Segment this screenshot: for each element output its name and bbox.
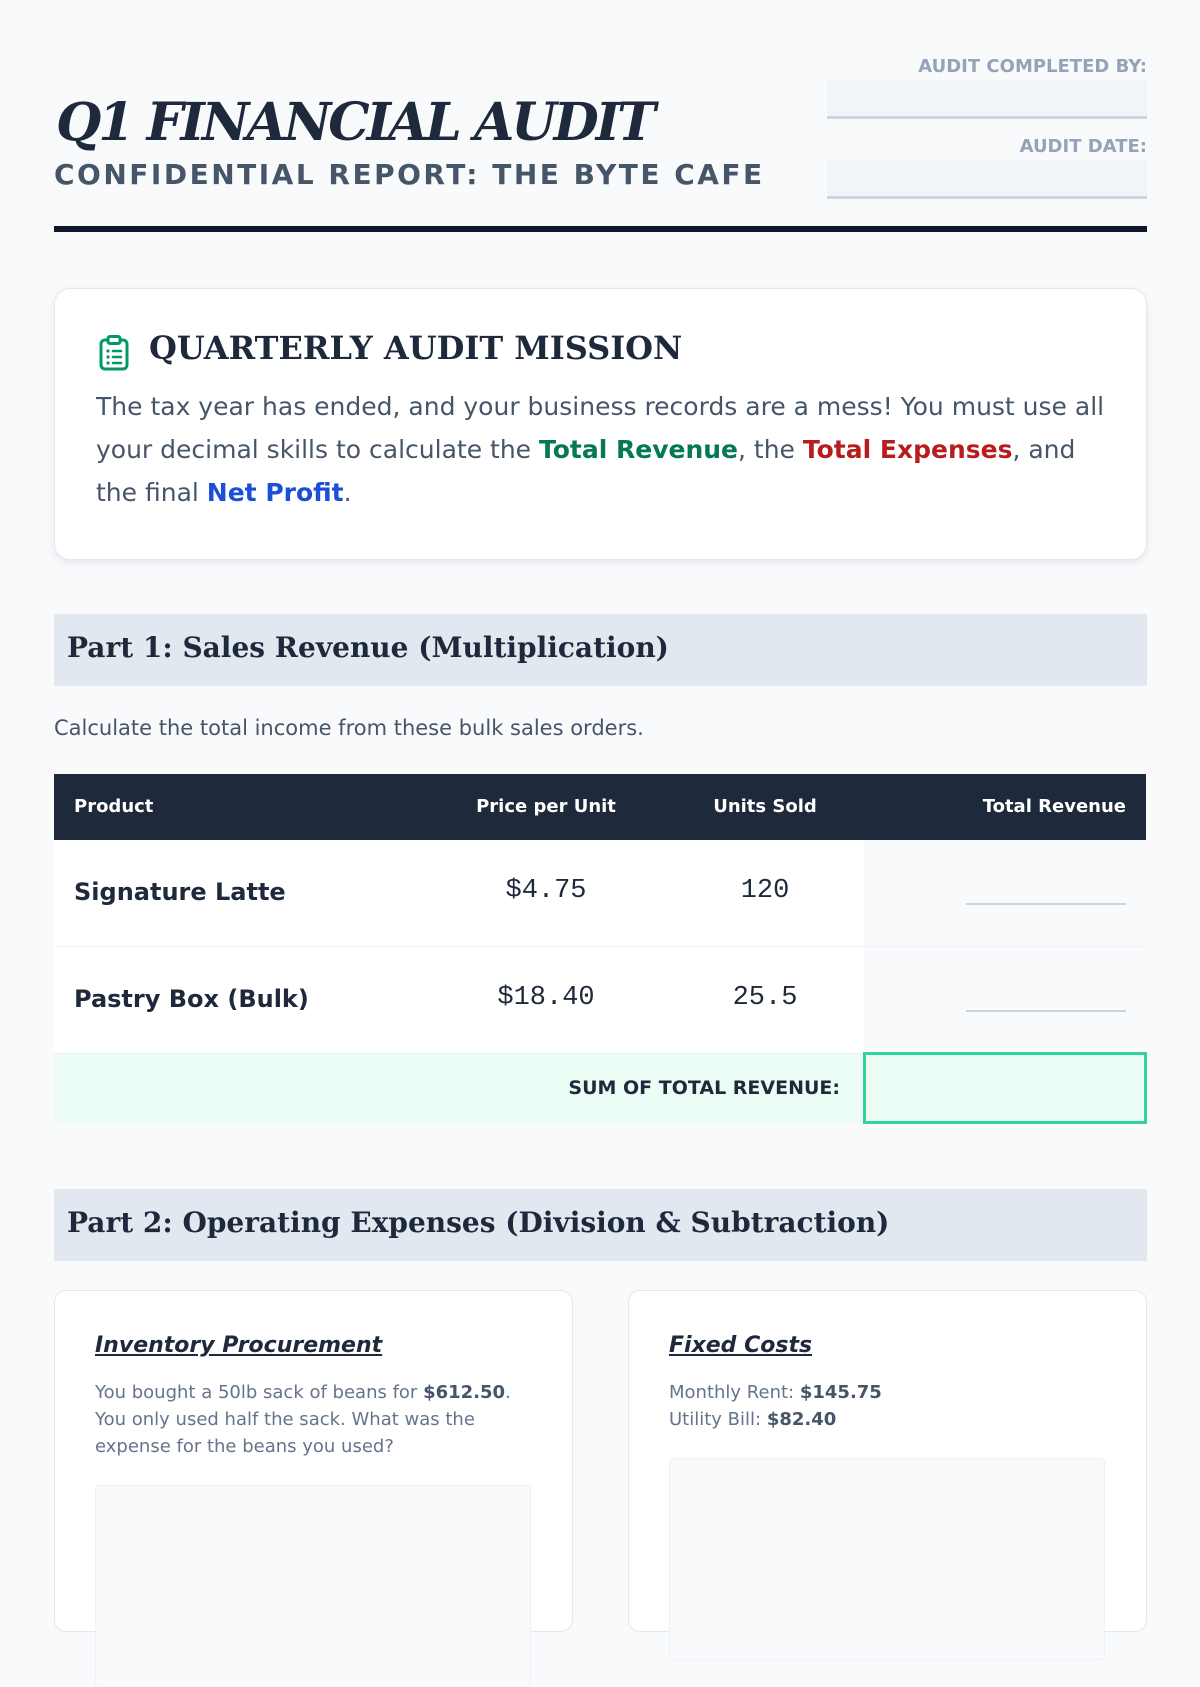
audit-date-field[interactable]: [827, 160, 1147, 199]
audit-completed-by-label: AUDIT COMPLETED BY:: [918, 56, 1147, 77]
answer-line: [966, 903, 1126, 905]
fixed-costs-title: Fixed Costs: [669, 1333, 813, 1358]
mission-card: [54, 288, 1147, 560]
utility-line: Utility Bill: $82.40: [669, 1409, 837, 1430]
col-price: Price per Unit: [476, 796, 616, 817]
sum-row: [54, 1054, 1146, 1122]
header-divider: [54, 226, 1147, 232]
inventory-work-area[interactable]: [95, 1485, 531, 1687]
net-profit-highlight: Net Profit: [206, 478, 344, 507]
answer-line: [966, 1010, 1126, 1012]
part2-header: [54, 1189, 1147, 1261]
audit-date-label: AUDIT DATE:: [1019, 136, 1147, 157]
inventory-text: You bought a 50lb sack of beans for $612.50. You only used half the sack. What was the expense for the beans you used?: [95, 1382, 511, 1457]
report-subtitle: CONFIDENTIAL REPORT: THE BYTE CAFE: [54, 158, 765, 191]
inventory-card: [54, 1290, 573, 1632]
units-sold: 25.5: [732, 983, 798, 1013]
fixed-costs-work-area[interactable]: [669, 1458, 1105, 1660]
revenue-answer-cell[interactable]: [864, 840, 1146, 946]
table-row: [54, 947, 1146, 1054]
rent-line: Monthly Rent: $145.75: [669, 1382, 882, 1403]
units-sold: 120: [740, 876, 790, 906]
fixed-costs-card: [628, 1290, 1147, 1632]
rent-value: $145.75: [799, 1382, 882, 1403]
sum-total-revenue-label: SUM OF TOTAL REVENUE:: [568, 1077, 840, 1099]
total-expenses-highlight: Total Expenses: [802, 435, 1013, 464]
total-revenue-highlight: Total Revenue: [539, 435, 739, 464]
part2-heading: Part 2: Operating Expenses (Division & Subtraction): [67, 1206, 890, 1239]
col-total-revenue: Total Revenue: [982, 796, 1126, 817]
revenue-answer-cell[interactable]: [864, 947, 1146, 1053]
col-product: Product: [74, 796, 154, 817]
table-row: [54, 840, 1146, 947]
col-units: Units Sold: [713, 796, 817, 817]
report-header: [54, 0, 1147, 234]
report-title: Q1 FINANCIAL AUDIT: [56, 92, 653, 153]
mission-title: QUARTERLY AUDIT MISSION: [149, 329, 683, 367]
clipboard-icon: [99, 335, 129, 371]
utility-value: $82.40: [766, 1409, 837, 1430]
fixed-costs-text: [669, 1379, 1109, 1433]
sum-total-revenue-box[interactable]: [863, 1052, 1147, 1124]
audit-completed-by-field[interactable]: [827, 80, 1147, 119]
sales-table: [54, 774, 1146, 1122]
part1-header: [54, 614, 1147, 686]
unit-price: $18.40: [497, 983, 595, 1013]
product-name: Pastry Box (Bulk): [74, 985, 309, 1013]
part1-heading: Part 1: Sales Revenue (Multiplication): [67, 631, 669, 664]
product-name: Signature Latte: [74, 878, 286, 906]
inventory-amount: $612.50: [423, 1382, 506, 1403]
worksheet-page: [54, 0, 1147, 1457]
unit-price: $4.75: [505, 876, 587, 906]
part1-intro: Calculate the total income from these bulk sales orders.: [54, 716, 644, 740]
inventory-title: Inventory Procurement: [95, 1333, 383, 1358]
table-header: [54, 774, 1146, 840]
mission-text: The tax year has ended, and your business records are a mess! You must use all your decimal skills to calculate the Total Revenue, the Total Expenses, and the final Net Profit.: [96, 392, 1105, 507]
